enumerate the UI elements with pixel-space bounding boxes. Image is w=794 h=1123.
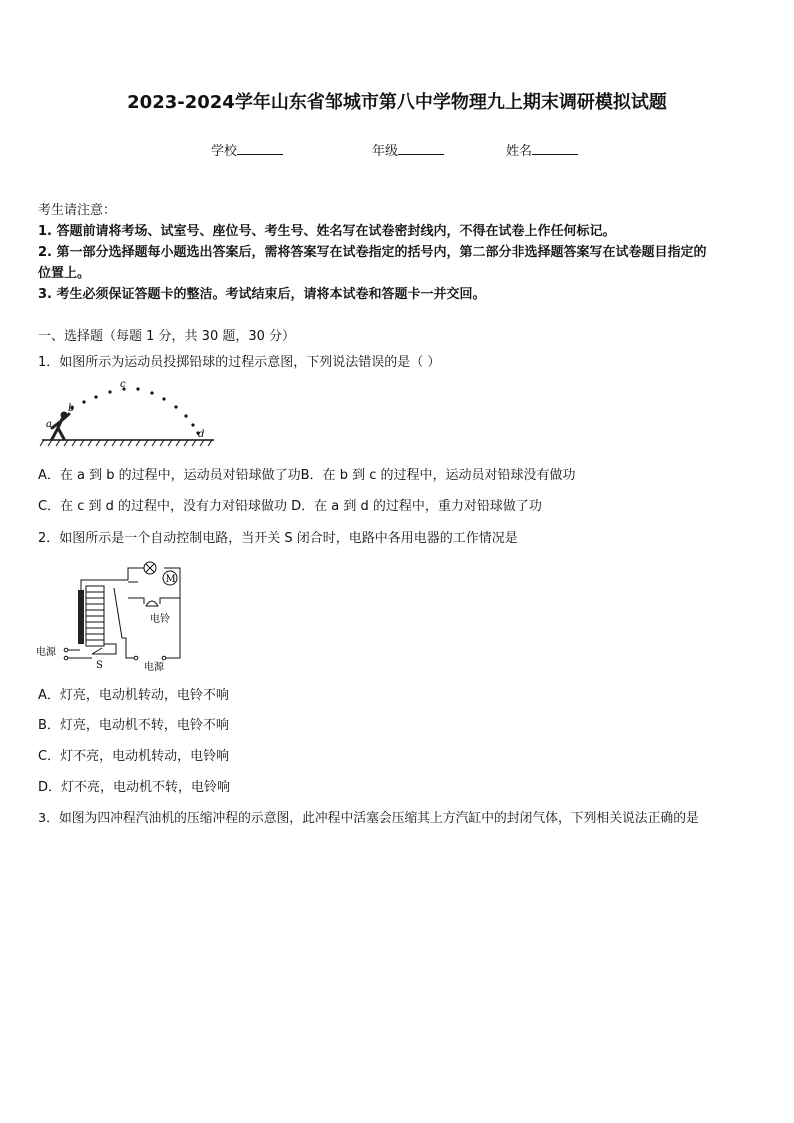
- athlete-icon: [52, 412, 69, 440]
- name-label: 姓名: [506, 144, 533, 159]
- q1-stem: 1．如图所示为运动员投掷铅球的过程示意图，下列说法错误的是（ ）: [38, 355, 441, 370]
- switch-label: S: [96, 660, 103, 671]
- q1-option-ab: A．在 a 到 b 的过程中，运动员对铅球做了功B．在 b 到 c 的过程中，运动员对铅球没有做功: [38, 468, 576, 483]
- label-b: b: [68, 403, 75, 414]
- bell-label: 电铃: [150, 614, 170, 625]
- q2-stem: 2．如图所示是一个自动控制电路，当开关 S 闭合时，电路中各用电器的工作情况是: [38, 531, 518, 546]
- source-bottom-label: 电源: [144, 662, 164, 673]
- school-label: 学校: [211, 144, 238, 159]
- q2-option-d: D．灯不亮，电动机不转，电铃响: [38, 780, 231, 795]
- label-c: c: [120, 379, 126, 390]
- q1-option-cd: C．在 c 到 d 的过程中，没有力对铅球做功 D．在 a 到 d 的过程中，重力对铅球做了功: [38, 499, 542, 514]
- notice-item-1: 1. 答题前请将考场、试室号、座位号、考生号、姓名写在试卷密封线内，不得在试卷上作任何标记。: [38, 224, 616, 239]
- grade-field: [372, 140, 444, 159]
- electromagnet-core: [78, 590, 84, 644]
- notice-heading: 考生请注意：: [38, 203, 117, 218]
- label-a: a: [46, 419, 52, 430]
- page-title: 2023-2024学年山东省邹城市第八中学物理九上期末调研模拟试题: [127, 92, 667, 113]
- motor-label: M: [165, 574, 176, 585]
- name-field: [506, 140, 578, 159]
- school-field: [211, 140, 283, 159]
- notice-item-2: 2. 第一部分选择题每小题选出答案后，需将答案写在试卷指定的括号内，第二部分非选择题答案写在试卷题目指定的: [38, 245, 707, 260]
- label-d: d: [198, 429, 205, 440]
- grade-label: 年级: [372, 144, 399, 159]
- q2-option-c: C．灯不亮，电动机转动，电铃响: [38, 749, 230, 764]
- section-heading: 一、选择题（每题 1 分，共 30 题，30 分）: [38, 329, 296, 344]
- trajectory-dots: [70, 387, 199, 434]
- notice-item-2-cont: 位置上。: [38, 266, 91, 281]
- q3-stem: 3．如图为四冲程汽油机的压缩冲程的示意图，此冲程中活塞会压缩其上方汽缸中的封闭气体，下列相关说法正确的是: [38, 811, 699, 826]
- bell-icon: [146, 601, 158, 606]
- q2-option-a: A．灯亮，电动机转动，电铃不响: [38, 688, 229, 703]
- name-blank: [532, 142, 578, 155]
- q2-option-b: B．灯亮，电动机不转，电铃不响: [38, 718, 229, 733]
- source-left-label: 电源: [36, 647, 56, 658]
- notice-item-3: 3. 考生必须保证答题卡的整洁。考试结束后，请将本试卷和答题卡一并交回。: [38, 287, 486, 302]
- switch-icon: [92, 648, 102, 654]
- school-blank: [237, 142, 283, 155]
- control-circuit-figure: [36, 558, 196, 674]
- grade-blank: [398, 142, 444, 155]
- shot-put-figure: [38, 378, 218, 450]
